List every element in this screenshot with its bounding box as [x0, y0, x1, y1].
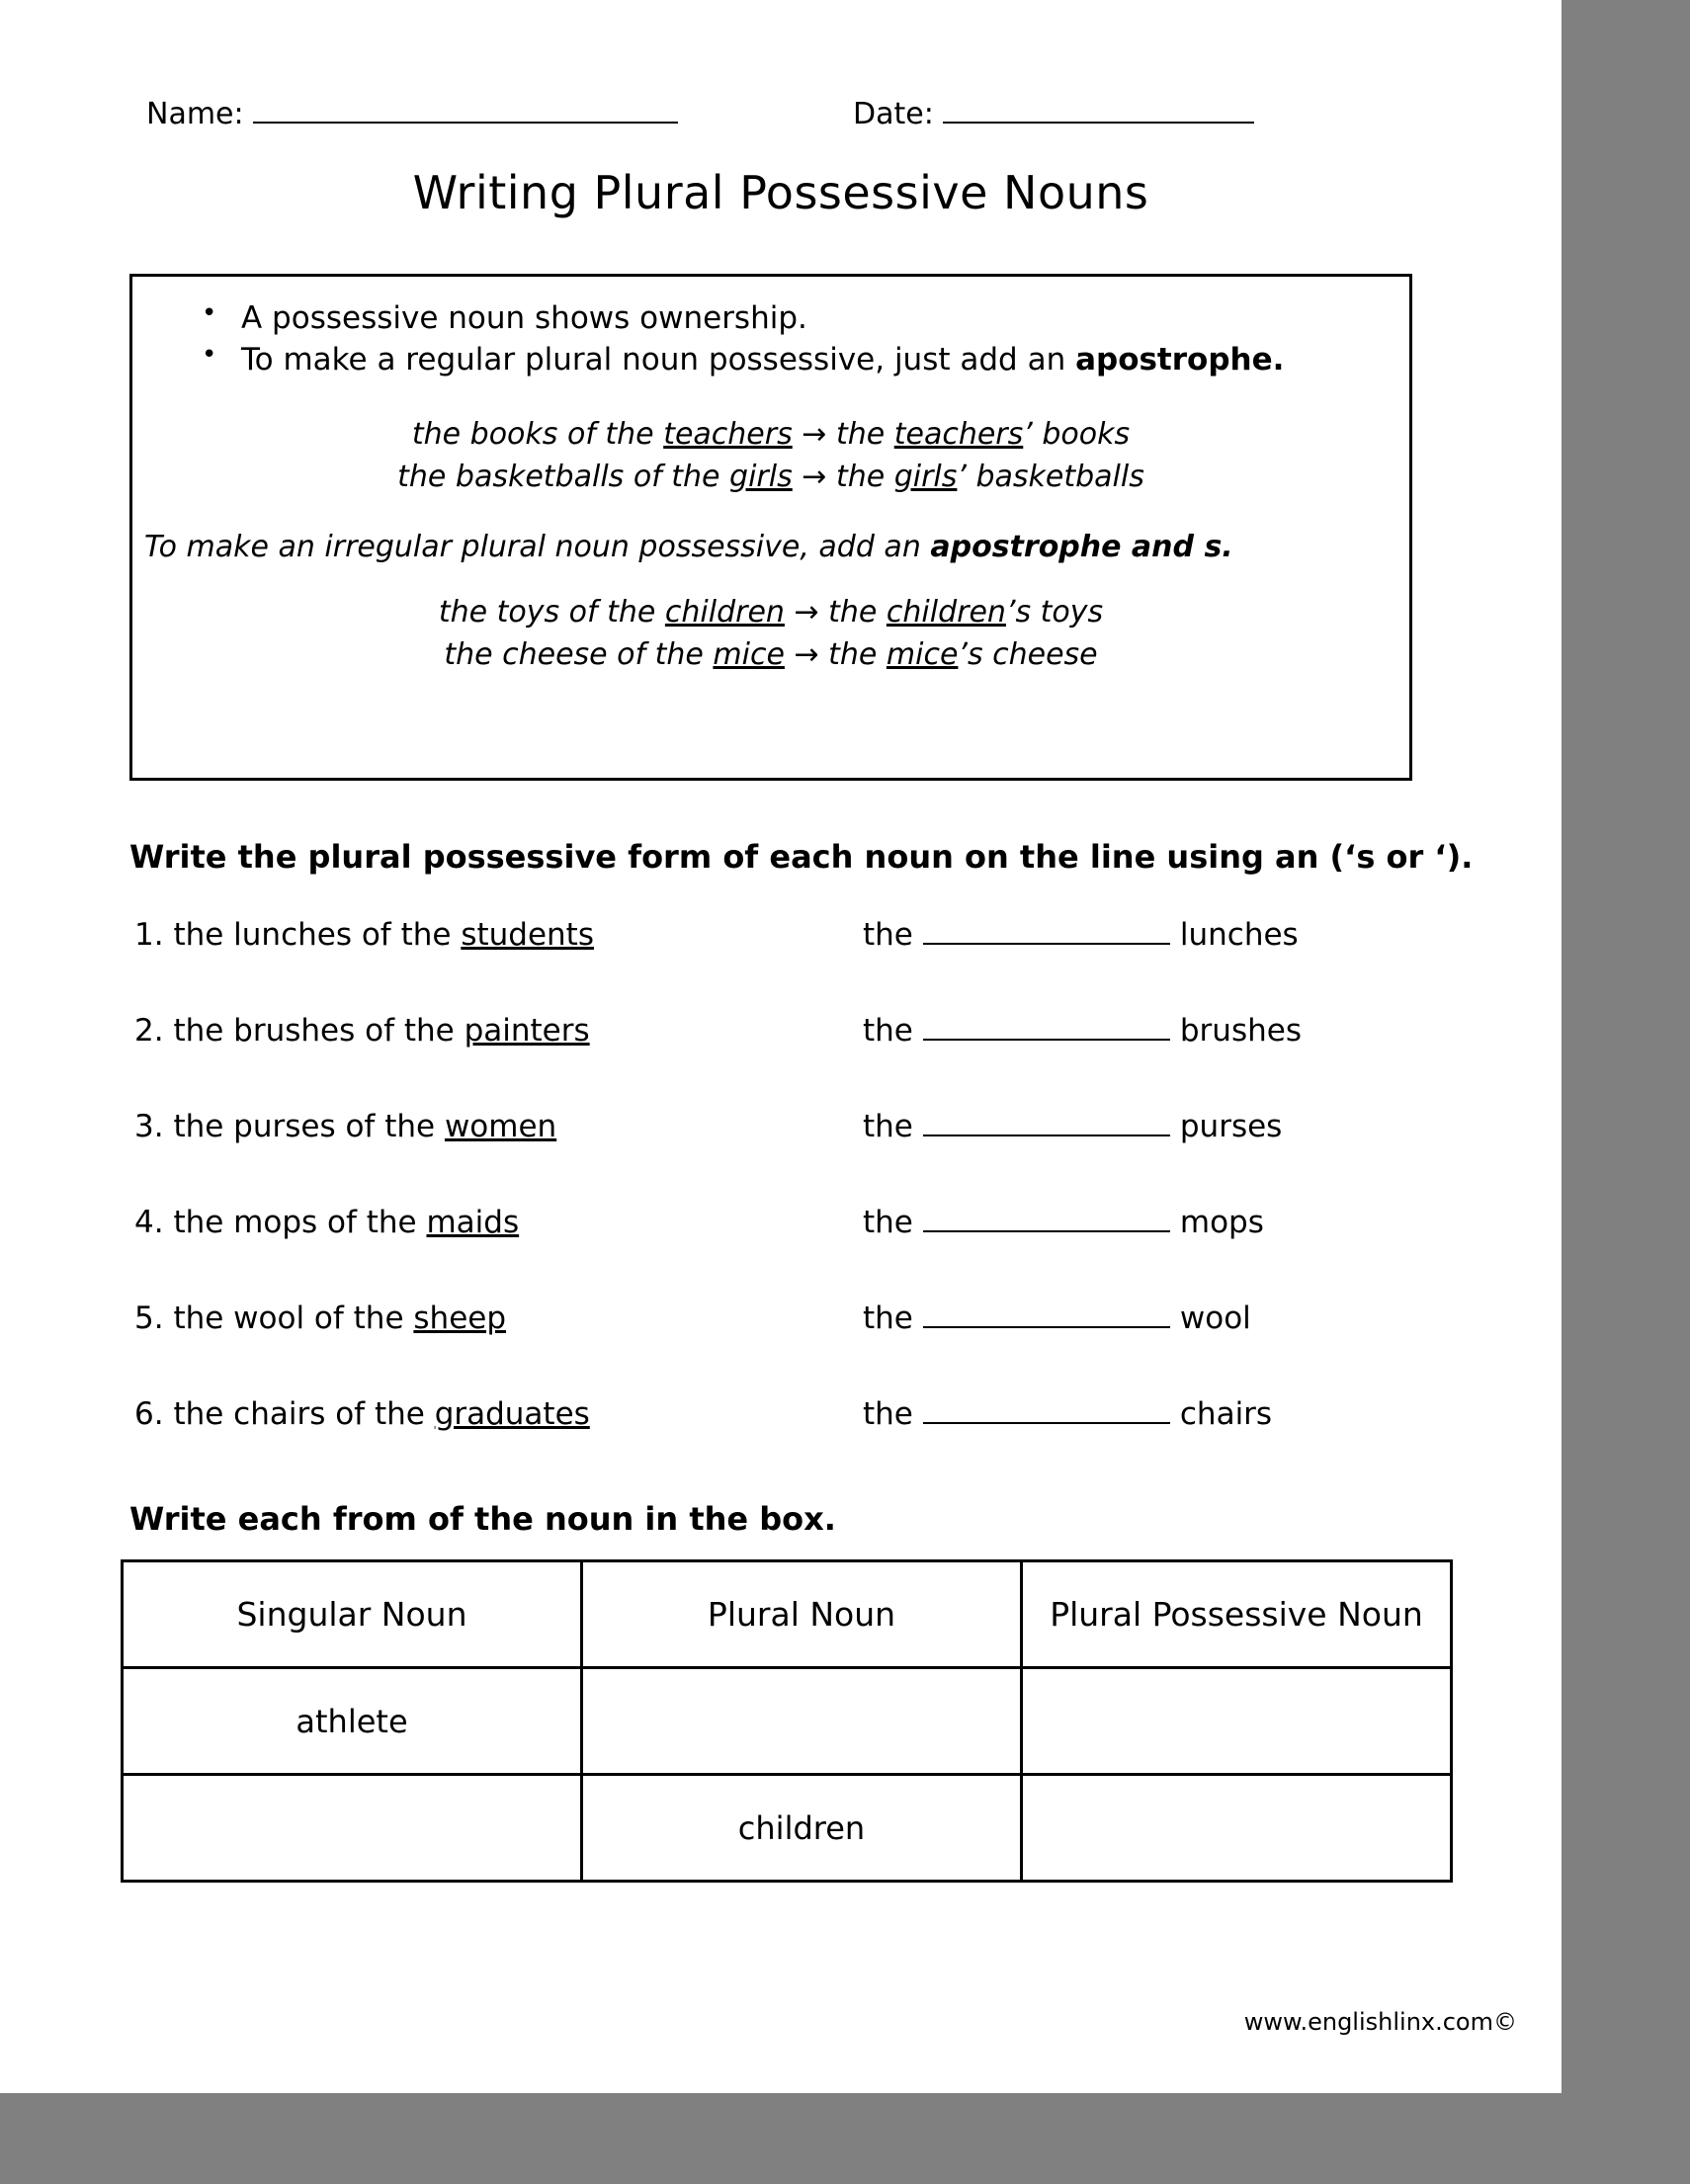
exercise-number: 3.	[134, 1109, 164, 1144]
table-cell-plural-possessive[interactable]	[1022, 1775, 1452, 1882]
regular-examples	[132, 414, 1409, 498]
rule-bullet-1-text: A possessive noun shows ownership.	[241, 300, 807, 336]
exercise-answer-post: wool	[1179, 1301, 1251, 1336]
rules-box	[129, 274, 1412, 781]
table-header-singular: Singular Noun	[123, 1561, 582, 1668]
date-input-line[interactable]	[943, 122, 1254, 124]
example-teachers-pre: the books of the	[411, 417, 664, 453]
page-title: Writing Plural Possessive Nouns	[412, 166, 1149, 219]
exercise-answer	[863, 1013, 1302, 1049]
exercise-answer	[863, 1301, 1251, 1336]
exercise-prompt	[134, 1396, 590, 1432]
exercise-row	[134, 1013, 1419, 1109]
exercise-answer-blank[interactable]	[923, 1230, 1170, 1232]
exercise-answer-pre: the	[863, 1205, 913, 1240]
table-row	[123, 1668, 1452, 1775]
example-teachers	[132, 414, 1409, 457]
exercise-answer-blank[interactable]	[923, 1039, 1170, 1041]
rules-bullet-list	[132, 277, 1409, 380]
date-label: Date:	[853, 97, 934, 131]
rule-bullet-2-text: To make a regular plural noun possessive, just add an	[241, 341, 1076, 378]
rule-bullet-2-emphasis: apostrophe.	[1075, 341, 1285, 378]
exercise-list	[134, 917, 1419, 1492]
exercise-row	[134, 917, 1419, 1013]
exercise-prompt-noun: graduates	[434, 1396, 590, 1432]
example-girls-noun-2: girls	[893, 459, 958, 494]
exercise-row	[134, 1396, 1419, 1492]
irregular-rule-line	[132, 530, 1409, 564]
exercise-prompt-noun: painters	[464, 1013, 590, 1049]
example-mice-noun: mice	[713, 636, 785, 672]
example-mice	[132, 634, 1409, 677]
example-teachers-noun-2: teachers	[893, 417, 1024, 453]
exercise-answer	[863, 1205, 1264, 1240]
example-children	[132, 592, 1409, 634]
rule-bullet-2	[192, 340, 1409, 381]
name-field-group	[146, 97, 678, 131]
exercise-answer-post: chairs	[1179, 1396, 1273, 1432]
exercise-prompt-text: the purses of the	[173, 1109, 445, 1144]
exercise-prompt-text: the brushes of the	[173, 1013, 465, 1049]
table-header-plural: Plural Noun	[582, 1561, 1022, 1668]
exercise-row	[134, 1109, 1419, 1205]
exercise-prompt	[134, 1013, 590, 1049]
example-children-mid: → the	[784, 595, 887, 630]
instruction-1: Write the plural possessive form of each noun on the line using an (‘s or ‘).	[129, 838, 1474, 876]
instruction-2: Write each from of the noun in the box.	[129, 1500, 836, 1538]
exercise-prompt-text: the wool of the	[173, 1301, 414, 1336]
example-teachers-noun: teachers	[663, 417, 793, 453]
example-teachers-post: ’ books	[1023, 417, 1131, 453]
exercise-prompt-text: the chairs of the	[173, 1396, 435, 1432]
exercise-prompt-noun: students	[461, 917, 594, 953]
exercise-prompt	[134, 1205, 519, 1240]
example-girls	[132, 457, 1409, 499]
exercise-answer-post: purses	[1179, 1109, 1283, 1144]
table-row	[123, 1775, 1452, 1882]
example-children-noun: children	[664, 595, 785, 630]
table-cell-plural[interactable]	[582, 1668, 1022, 1775]
noun-forms-table	[121, 1559, 1453, 1883]
exercise-answer-blank[interactable]	[923, 943, 1170, 945]
footer-website: www.englishlinx.com©	[1243, 2008, 1517, 2036]
exercise-answer-blank[interactable]	[923, 1134, 1170, 1136]
exercise-number: 4.	[134, 1205, 164, 1240]
exercise-prompt-text: the lunches of the	[173, 917, 462, 953]
exercise-answer-post: lunches	[1179, 917, 1299, 953]
exercise-number: 1.	[134, 917, 164, 953]
exercise-number: 2.	[134, 1013, 164, 1049]
irregular-examples	[132, 592, 1409, 676]
exercise-answer	[863, 1109, 1282, 1144]
table-header-plural-possessive: Plural Possessive Noun	[1022, 1561, 1452, 1668]
example-mice-mid: → the	[784, 636, 887, 672]
exercise-prompt-text: the mops of the	[173, 1205, 427, 1240]
table-cell-singular[interactable]: athlete	[123, 1668, 582, 1775]
exercise-prompt	[134, 1109, 556, 1144]
example-mice-post: ’s cheese	[958, 636, 1098, 672]
exercise-answer	[863, 1396, 1272, 1432]
exercise-number: 5.	[134, 1301, 164, 1336]
example-girls-pre: the basketballs of the	[397, 459, 730, 494]
exercise-answer-post: mops	[1179, 1205, 1264, 1240]
example-children-post: ’s toys	[1005, 595, 1104, 630]
exercise-prompt	[134, 1301, 506, 1336]
table-cell-singular[interactable]	[123, 1775, 582, 1882]
table-header-row	[123, 1561, 1452, 1668]
name-input-line[interactable]	[253, 122, 678, 124]
rule-bullet-1	[192, 298, 1409, 340]
exercise-answer-pre: the	[863, 1109, 913, 1144]
example-children-noun-2: children	[886, 595, 1006, 630]
exercise-answer-post: brushes	[1179, 1013, 1302, 1049]
exercise-answer-blank[interactable]	[923, 1422, 1170, 1424]
example-mice-noun-2: mice	[886, 636, 959, 672]
exercise-answer-pre: the	[863, 1396, 913, 1432]
exercise-prompt	[134, 917, 594, 953]
example-children-pre: the toys of the	[438, 595, 665, 630]
exercise-answer-blank[interactable]	[923, 1326, 1170, 1328]
example-teachers-mid: → the	[792, 417, 894, 453]
example-girls-post: ’ basketballs	[957, 459, 1144, 494]
table-cell-plural-possessive[interactable]	[1022, 1668, 1452, 1775]
exercise-answer	[863, 917, 1299, 953]
irregular-rule-emphasis: apostrophe and s.	[930, 530, 1233, 565]
example-mice-pre: the cheese of the	[444, 636, 714, 672]
exercise-prompt-noun: sheep	[413, 1301, 507, 1336]
exercise-prompt-noun: maids	[426, 1205, 520, 1240]
exercise-row	[134, 1205, 1419, 1301]
exercise-answer-pre: the	[863, 1301, 913, 1336]
exercise-number: 6.	[134, 1396, 164, 1432]
example-girls-mid: → the	[792, 459, 894, 494]
table-cell-plural[interactable]: children	[582, 1775, 1022, 1882]
irregular-rule-pre: To make an irregular plural noun possessive, add an	[144, 530, 931, 565]
exercise-answer-pre: the	[863, 1013, 913, 1049]
exercise-answer-pre: the	[863, 917, 913, 953]
date-field-group	[853, 97, 1254, 131]
exercise-row	[134, 1301, 1419, 1396]
name-label: Name:	[146, 97, 244, 131]
exercise-prompt-noun: women	[444, 1109, 557, 1144]
example-girls-noun: girls	[729, 459, 793, 494]
